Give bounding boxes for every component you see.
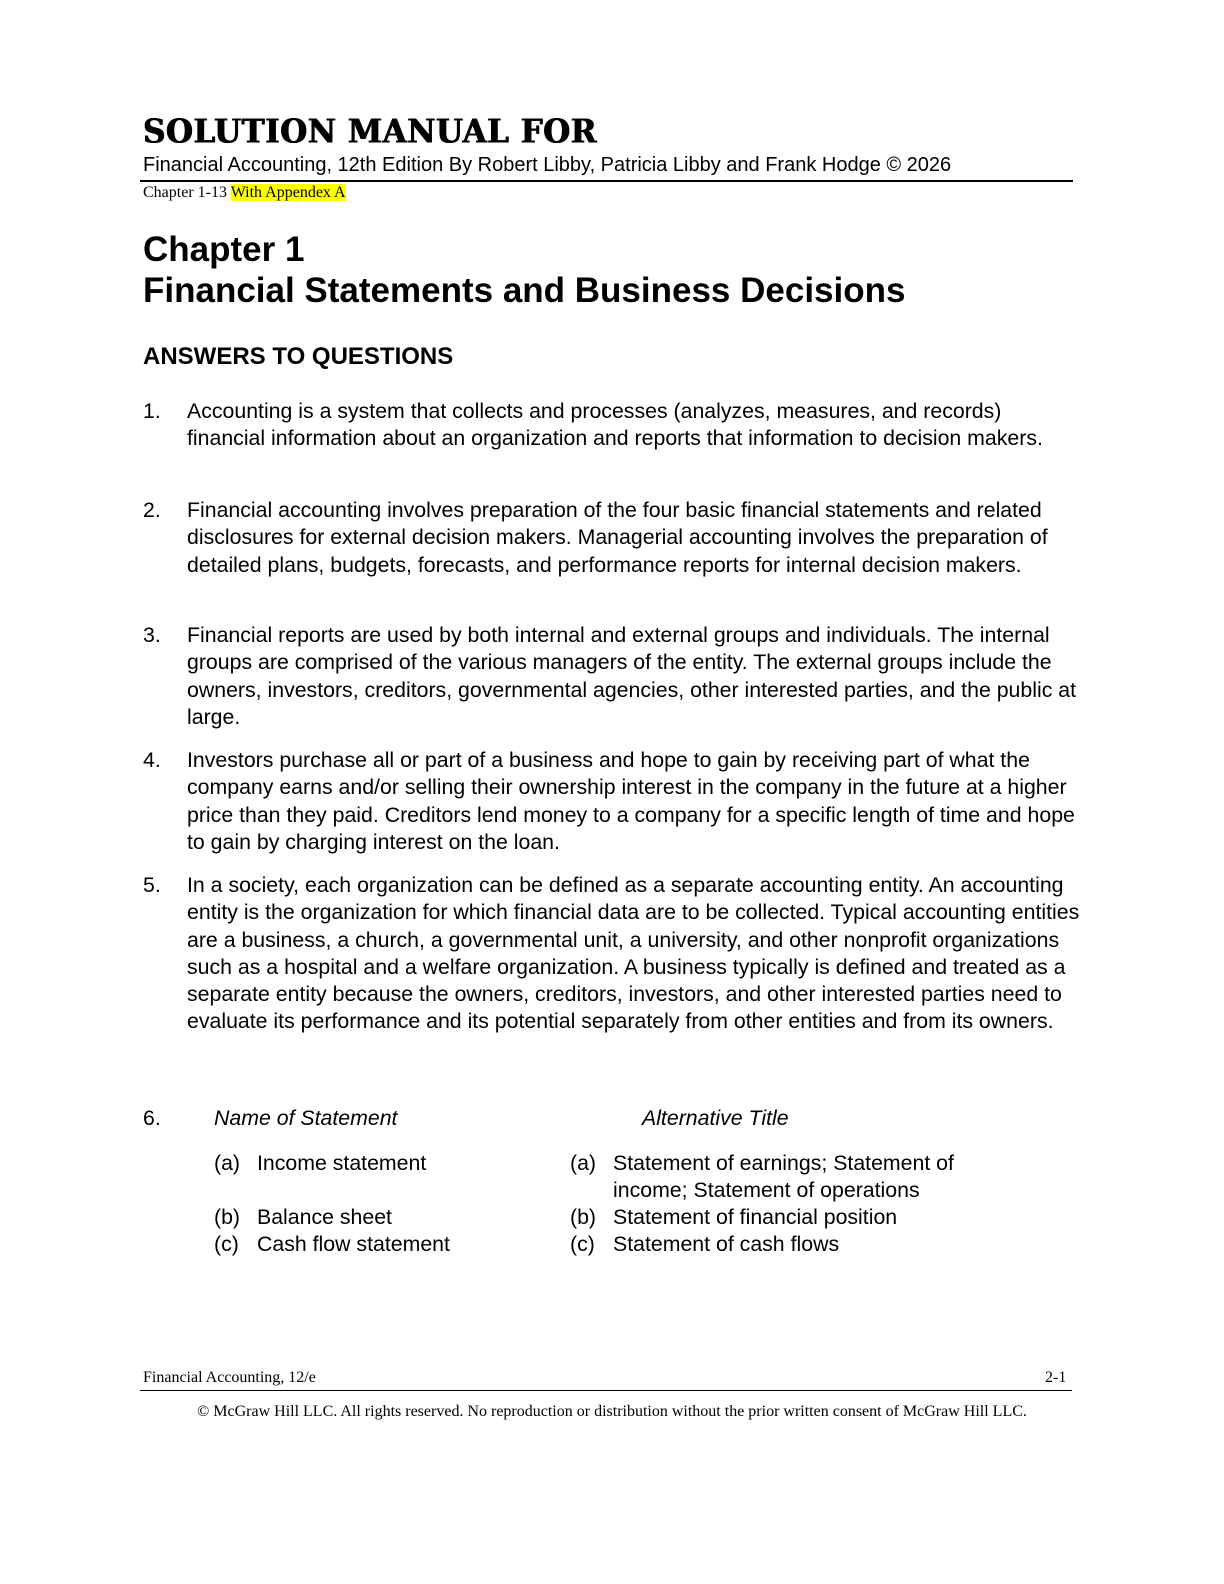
question-number: 5. [143,873,161,897]
chapter-range-line [143,184,346,202]
statement-label: Balance sheet [257,1205,392,1229]
row-letter: (a) [214,1151,241,1175]
alternative-label: Statement of financial position [613,1205,898,1229]
header-divider [140,180,1073,182]
question-number: 4. [143,748,161,772]
question-item [143,622,1083,731]
question-item [143,398,1083,453]
row-letter: (c) [214,1232,239,1256]
alternative-label: Statement of cash flows [613,1232,840,1256]
chapter-title: Financial Statements and Business Decisions [143,271,906,310]
section-heading: ANSWERS TO QUESTIONS [143,343,454,370]
statement-name [214,1204,544,1231]
question-item [143,747,1083,856]
question-item [143,497,1083,579]
alternative-title [570,1150,1010,1205]
question-answer: Financial accounting involves preparation of the four basic financial statements and related disclosures for external decision makers. Managerial accounting involves the preparation of detailed plans, budgets, forecasts, and performance reports for internal decision makers. [187,498,1048,577]
row-letter: (b) [570,1205,597,1229]
copyright-notice: © McGraw Hill LLC. All rights reserved. No reproduction or distribution without the prior written consent of McGraw Hill LLC. [197,1403,1027,1420]
alternative-column-header: Alternative Title [642,1106,789,1130]
question-number: 3. [143,623,161,647]
statement-name [214,1150,544,1177]
chapter-range: Chapter 1-13 [143,184,227,201]
question-number: 6. [143,1106,161,1130]
document-banner: SOLUTION MANUAL FOR [143,113,597,151]
question-answer: Investors purchase all or part of a business and hope to gain by receiving part of what the company earns and/or selling their ownership interest in the company in the future at a higher price than they paid. Creditors lend money to a company for a specific length of time and hope to gain by charging interest on the loan. [187,748,1075,854]
question-answer: In a society, each organization can be defined as a separate accounting entity. An accounting entity is the organization for which financial data are to be collected. Typical accounting entities are a business, a church, a governmental unit, a university, and other nonprofit organizations such as a hospital and a welfare organization. A business typically is defined and treated as a separate entity because the owners, creditors, investors, and other interested parties need to evaluate its performance and its potential separately from other entities and from its owners. [187,873,1080,1034]
footer-page-number: 2-1 [1045,1369,1067,1386]
statement-label: Cash flow statement [257,1232,450,1256]
question-number: 2. [143,498,161,522]
alternative-label: Statement of earnings; Statement of income; Statement of operations [613,1151,954,1203]
chapter-number: Chapter 1 [143,230,305,269]
question-answer: Accounting is a system that collects and processes (analyzes, measures, and records) financial information about an organization and reports that information to decision makers. [187,399,1043,451]
alternative-title [570,1204,1010,1231]
footer-book-title: Financial Accounting, 12/e [143,1369,316,1386]
footer-divider [140,1390,1072,1391]
appendix-highlight: With Appendex A [230,184,346,201]
row-letter: (b) [214,1205,241,1229]
question-answer: Financial reports are used by both internal and external groups and individuals. The internal groups are comprised of the various managers of the entity. The external groups include the owners, investors, creditors, governmental agencies, other interested parties, and the public at large. [187,623,1077,729]
document-subtitle: Financial Accounting, 12th Edition By Robert Libby, Patricia Libby and Frank Hodge © 2026 [143,154,952,176]
question-item [143,872,1083,1036]
alternative-title [570,1231,1010,1258]
row-letter: (a) [570,1151,597,1175]
statement-label: Income statement [257,1151,427,1175]
statement-column-header: Name of Statement [214,1106,398,1130]
statement-name [214,1231,544,1258]
row-letter: (c) [570,1232,595,1256]
question-number: 1. [143,399,161,423]
